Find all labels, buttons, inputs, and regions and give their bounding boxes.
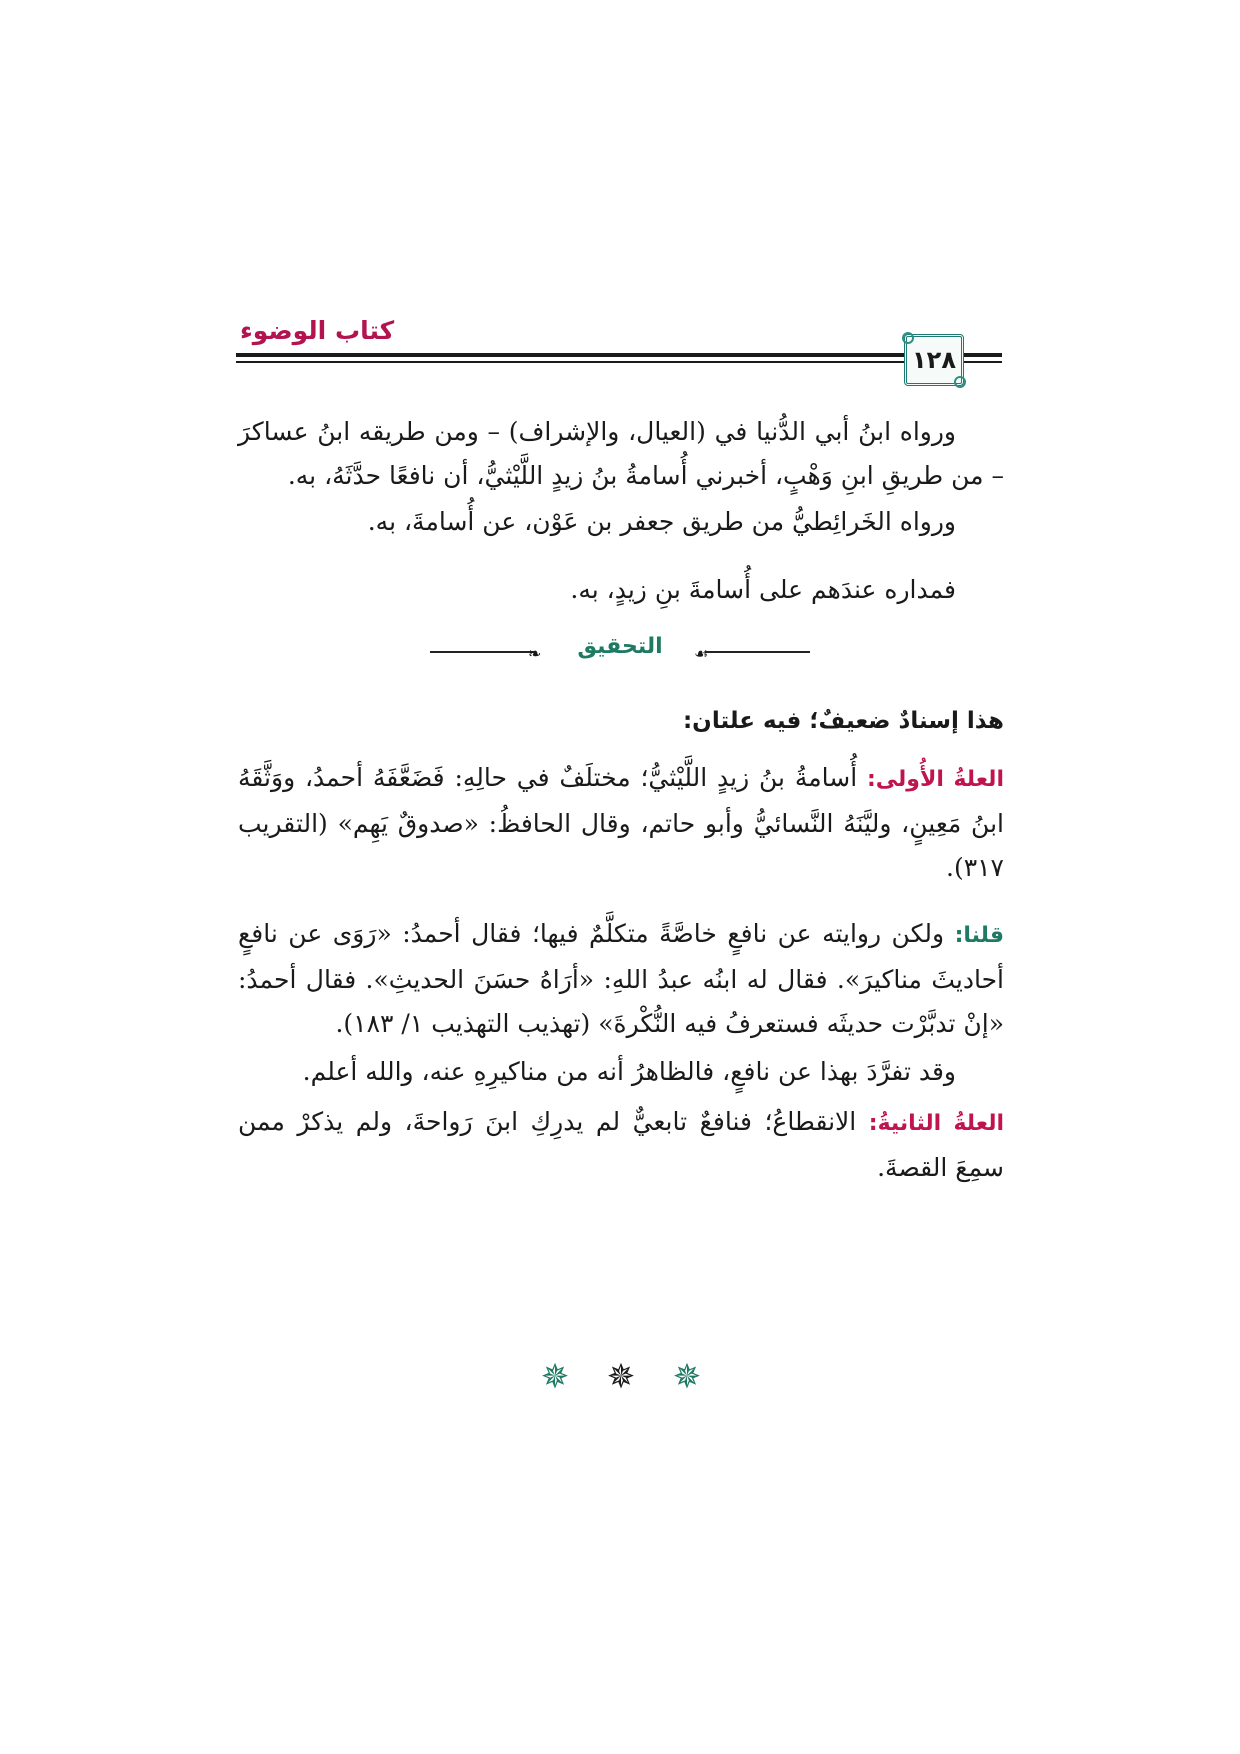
paragraph-6: [238, 912, 1004, 1046]
header-rule-thick: [236, 353, 1002, 357]
section-title: التحقيق: [577, 634, 663, 659]
comment-text: ولكن روايته عن نافعٍ خاصَّةً متكلَّمٌ فيها؛ فقال أحمدُ: «رَوَى عن نافعٍ أحاديثَ مناكيرَ». فقال له ابنُه عبدُ اللهِ: «أرَاهُ حسَنَ الحديثِ». فقال أحمدُ: «إنْ تدبَّرْت حديثَه فستعرفُ فيه النُّكْرةَ» (تهذيب التهذيب ١/ ١٨٣).: [238, 919, 1004, 1038]
first-defect-text: أُسامةُ بنُ زيدٍ اللَّيْثيُّ؛ مختلَفٌ في حالِهِ: فَضَعَّفَهُ أحمدُ، ووَثَّقَهُ ابنُ مَعِينٍ، وليَّنَهُ النَّسائيُّ وأبو حاتم، وقال الحافظُ: «صدوقٌ يَهِم» (التقريب ٣١٧).: [238, 763, 1004, 882]
star-ornament-icon: ✵: [606, 1357, 636, 1397]
divider-line-left: [430, 651, 535, 653]
paragraph-8: [238, 1100, 1004, 1190]
paragraph-3: فمداره عندَهم على أُسامةَ بنِ زيدٍ، به.: [570, 575, 956, 604]
paragraph-1: ورواه ابنُ أبي الدُّنيا في (العيال، والإشراف) – ومن طريقه ابنُ عساكرَ – من طريقِ ابنِ وَهْبٍ، أخبرني أُسامةُ بنُ زيدٍ اللَّيْثيُّ، أن نافعًا حدَّثَهُ، به.: [238, 417, 1004, 490]
header-rule-right-thick: [966, 353, 1000, 357]
comment-label: قلنا:: [954, 923, 1004, 948]
section-divider: [430, 634, 810, 668]
star-ornament-icon: ✵: [672, 1357, 702, 1397]
divider-line-right: [705, 651, 810, 653]
divider-flourish-icon: ☙: [694, 644, 709, 663]
paragraph-7: وقد تفرَّدَ بهذا عن نافعٍ، فالظاهرُ أنه من مناكيرِهِ عنه، والله أعلم.: [302, 1057, 956, 1086]
page-number: ١٢٨: [912, 346, 956, 374]
paragraph-2: ورواه الخَرائِطيُّ من طريق جعفر بن عَوْن، عن أُسامةَ، به.: [367, 507, 956, 536]
chapter-title: كتاب الوضوء: [240, 316, 395, 345]
first-defect-label: العلةُ الأُولى:: [866, 767, 1004, 792]
divider-flourish-icon: ❧: [528, 644, 542, 663]
star-ornament-icon: ✵: [540, 1357, 570, 1397]
page-number-frame: [904, 334, 964, 386]
second-defect-label: العلةُ الثانيةُ:: [868, 1111, 1004, 1136]
paragraph-5: [238, 756, 1004, 890]
second-defect-text: الانقطاعُ؛ فنافعٌ تابعيٌّ لم يدرِكِ ابنَ رَواحةَ، ولم يذكرْ ممن سمِعَ القصةَ.: [238, 1107, 1004, 1182]
header-rule-right-thin: [966, 361, 1000, 363]
header-rule-thin: [236, 361, 1002, 363]
isnad-verdict: هذا إسنادٌ ضعيفٌ؛ فيه علتان:: [682, 708, 1004, 734]
paragraph-4: [238, 698, 1004, 743]
